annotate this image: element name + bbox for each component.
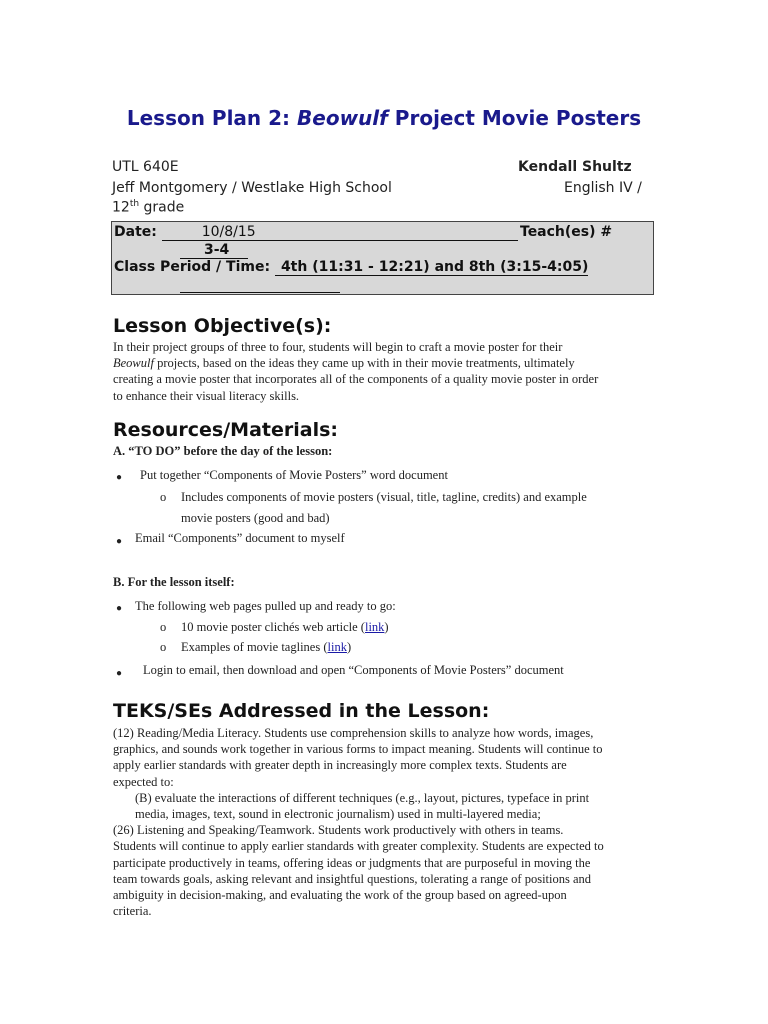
date-label: Date: [114, 224, 157, 240]
teks-line-6: media, images, text, sound in electronic journalism) used in multi-layered media; [135, 807, 541, 822]
bullet-dot: ● [116, 603, 123, 614]
b-sub-1-text: 10 movie poster clichés web article ( [181, 620, 365, 634]
a-sub-bullet: o [160, 490, 167, 504]
a-sub-1-line-1: Includes components of movie posters (visual, title, tagline, credits) and example [181, 490, 587, 504]
b-sub-1 [181, 620, 389, 635]
objective-text [113, 339, 673, 404]
objective-heading: Lesson Objective(s): [113, 315, 332, 337]
grade-number: 12 [112, 199, 130, 216]
teach-row [180, 242, 248, 259]
teks-heading: TEKS/SEs Addressed in the Lesson: [113, 700, 490, 722]
grade-word: grade [139, 199, 185, 216]
course-code: UTL 640E [112, 159, 179, 175]
lesson-info-box [111, 221, 654, 295]
b-sub-bullet-2: o [160, 640, 167, 654]
mentor-school: Jeff Montgomery / Westlake High School [112, 180, 392, 196]
b-item-1: The following web pages pulled up and ready to go: [135, 599, 396, 613]
grade [112, 199, 184, 216]
teach-value: 3-4 [180, 242, 248, 259]
close-paren: ) [346, 640, 352, 654]
a-sub-1-line-2: movie posters (good and bad) [181, 511, 330, 525]
title-suffix: Project Movie Posters [387, 106, 642, 130]
b-item-2: Login to email, then download and open “Components of Movie Posters” document [143, 663, 564, 677]
b-sub-2 [181, 640, 351, 655]
subject: English IV / [564, 180, 642, 196]
bullet-dot: ● [116, 472, 123, 483]
a-item-2: Email “Components” document to myself [135, 531, 345, 545]
author-name: Kendall Shultz [518, 159, 632, 175]
objective-line-1: In their project groups of three to four, students will begin to craft a movie poster for their [113, 340, 563, 354]
teks-line-11: ambiguity in decision-making, and evaluating the work of the group based on agreed-upon [113, 888, 567, 903]
period-underline [180, 278, 340, 293]
section-b-heading: B. For the lesson itself: [113, 575, 235, 589]
taglines-link[interactable]: link [327, 640, 347, 654]
grade-suffix: th [129, 199, 140, 209]
teks-line-5: (B) evaluate the interactions of different techniques (e.g., layout, pictures, typeface in print [135, 790, 590, 805]
teks-line-3: apply earlier standards with greater depth in increasingly more complex texts. Students are [113, 758, 567, 773]
period-label: Class Period / Time: [114, 259, 271, 275]
bullet-dot: ● [116, 536, 123, 547]
period-value: 4th (11:31 - 12:21) and 8th (3:15-4:05) [275, 259, 588, 276]
teks-line-12: criteria. [113, 904, 152, 919]
close-paren: ) [384, 620, 389, 634]
title-italic: Beowulf [297, 106, 388, 130]
teks-text [113, 725, 673, 919]
title-prefix: Lesson Plan 2: [126, 106, 298, 130]
objective-line-4: to enhance their visual literacy skills. [113, 388, 300, 403]
teks-line-9: participate productively in teams, offering ideas or judgments that are purposeful in moving the [113, 855, 591, 870]
teks-line-7: (26) Listening and Speaking/Teamwork. Students work productively with others in teams. [113, 823, 564, 838]
teks-line-8: Students will continue to apply earlier standards with greater complexity. Students are expected to [113, 839, 604, 854]
b-bullet-2 [116, 665, 122, 680]
date-row [114, 224, 518, 241]
period-row [114, 259, 588, 276]
objective-italic: Beowulf [113, 356, 154, 371]
objective-line-2-rest: projects, based on the ideas they came up with in their movie treatments, ultimately [153, 356, 575, 371]
teks-line-2: graphics, and sounds work together in various forms to impact meaning. Students will continue to [113, 742, 603, 757]
a-bullet-1 [116, 469, 122, 484]
b-bullet-1 [116, 600, 122, 615]
date-value: 10/8/15 [162, 224, 518, 241]
teach-label: Teach(es) # [520, 224, 613, 240]
b-sub-2-text: Examples of movie taglines ( [181, 640, 328, 654]
a-item-1: Put together “Components of Movie Posters” word document [140, 468, 448, 482]
objective-line-3: creating a movie poster that incorporates all of the components of a quality movie poster in order [113, 372, 599, 387]
a-bullet-2 [116, 533, 122, 548]
teks-line-1: (12) Reading/Media Literacy. Students use comprehension skills to analyze how words, images, [113, 726, 594, 740]
objective-line-2 [113, 355, 673, 371]
section-a-heading: A. “TO DO” before the day of the lesson: [113, 444, 333, 458]
teks-line-4: expected to: [113, 774, 174, 789]
cliches-article-link[interactable]: link [364, 620, 385, 634]
page-title [0, 106, 768, 130]
b-sub-bullet-1: o [160, 620, 167, 634]
teks-line-10: team towards goals, asking relevant and insightful questions, tolerating a range of positions and [113, 871, 592, 886]
resources-heading: Resources/Materials: [113, 419, 338, 441]
bullet-dot: ● [116, 668, 123, 679]
